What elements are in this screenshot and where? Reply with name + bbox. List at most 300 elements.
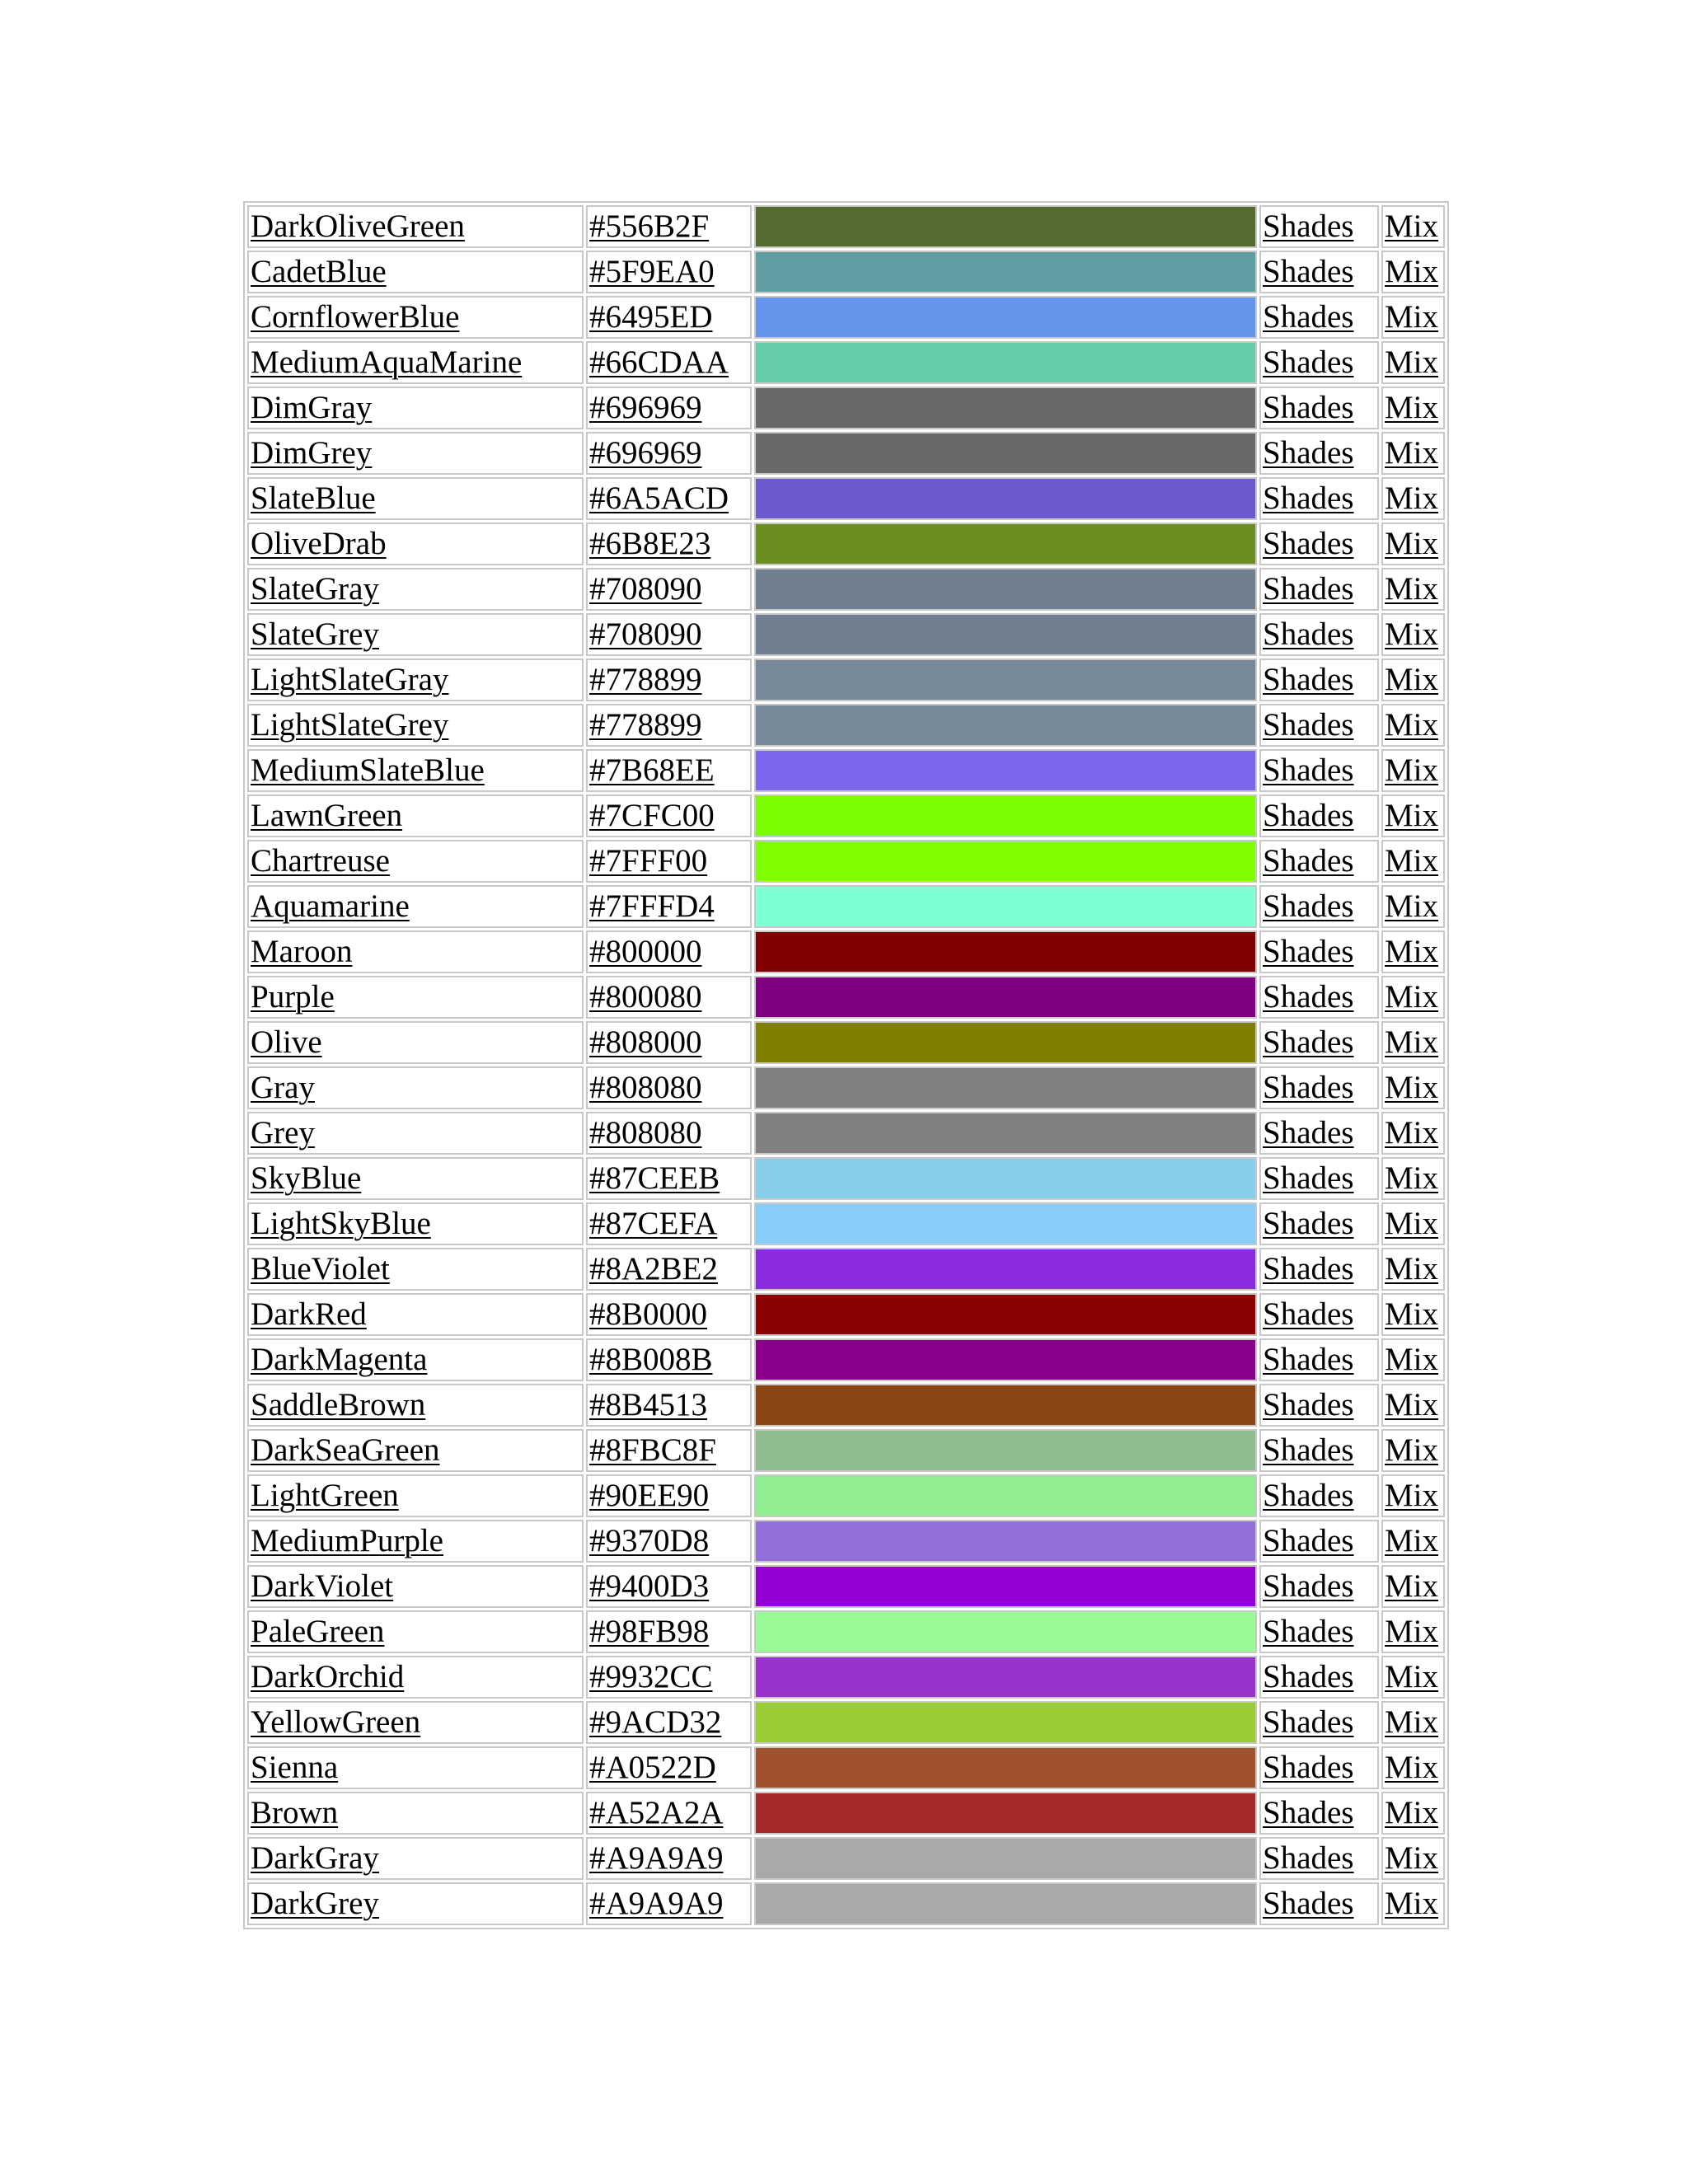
shades-link[interactable]: Shades (1263, 888, 1354, 924)
shades-link[interactable]: Shades (1263, 1024, 1354, 1060)
color-shades-cell (1259, 1474, 1379, 1517)
color-swatch (754, 749, 1257, 792)
mix-link[interactable]: Mix (1385, 571, 1439, 607)
color-row (247, 205, 1445, 248)
color-mix-cell (1381, 704, 1445, 747)
color-swatch (754, 523, 1257, 565)
color-name-link[interactable]: LawnGreen (251, 798, 403, 833)
color-name-cell (247, 840, 584, 883)
mix-link[interactable]: Mix (1385, 299, 1439, 335)
shades-link[interactable]: Shades (1263, 979, 1354, 1015)
color-name-link[interactable]: Aquamarine (251, 888, 410, 924)
mix-link[interactable]: Mix (1385, 1795, 1439, 1830)
color-swatch (754, 568, 1257, 611)
mix-link[interactable]: Mix (1385, 1568, 1439, 1604)
shades-link[interactable]: Shades (1263, 707, 1354, 743)
mix-link[interactable]: Mix (1385, 752, 1439, 788)
color-row (247, 704, 1445, 747)
color-hex-link[interactable]: #7FFFD4 (589, 888, 715, 924)
mix-link[interactable]: Mix (1385, 662, 1439, 697)
color-shades-cell (1259, 387, 1379, 429)
color-name-link[interactable]: DarkGray (251, 1840, 379, 1876)
color-hex-link[interactable]: #8A2BE2 (589, 1251, 718, 1286)
color-shades-cell (1259, 930, 1379, 973)
color-name-cell (247, 523, 584, 565)
shades-link[interactable]: Shades (1263, 390, 1354, 425)
shades-link[interactable]: Shades (1263, 616, 1354, 652)
color-name-link[interactable]: Olive (251, 1024, 322, 1060)
color-mix-cell (1381, 477, 1445, 520)
color-name-link[interactable]: LightGreen (251, 1478, 399, 1513)
color-swatch (754, 1338, 1257, 1381)
color-name-link[interactable]: SaddleBrown (251, 1387, 426, 1422)
color-swatch (754, 1384, 1257, 1427)
shades-link[interactable]: Shades (1263, 1206, 1354, 1241)
color-name-link[interactable]: DarkOrchid (251, 1659, 405, 1694)
color-name-link[interactable]: SkyBlue (251, 1160, 362, 1196)
color-swatch (754, 1021, 1257, 1064)
color-hex-link[interactable]: #7B68EE (589, 752, 715, 788)
color-hex-link[interactable]: #8B0000 (589, 1296, 708, 1332)
color-hex-link[interactable]: #A0522D (589, 1750, 716, 1785)
color-shades-cell (1259, 1520, 1379, 1563)
color-hex-cell (586, 341, 752, 384)
color-name-link[interactable]: DarkSeaGreen (251, 1432, 440, 1468)
color-mix-cell (1381, 1157, 1445, 1200)
color-name-cell (247, 1293, 584, 1336)
color-row (247, 749, 1445, 792)
color-row (247, 1429, 1445, 1472)
color-shades-cell (1259, 1656, 1379, 1699)
color-swatch (754, 1520, 1257, 1563)
color-name-link[interactable]: SlateBlue (251, 480, 376, 516)
color-hex-cell (586, 1474, 752, 1517)
color-name-cell (247, 794, 584, 837)
mix-link[interactable]: Mix (1385, 934, 1439, 969)
color-name-cell (247, 251, 584, 293)
color-name-link[interactable]: DimGray (251, 390, 373, 425)
color-hex-link[interactable]: #7FFF00 (589, 843, 708, 879)
color-name-cell (247, 1112, 584, 1155)
color-hex-link[interactable]: #708090 (589, 616, 702, 652)
color-row (247, 432, 1445, 475)
color-hex-cell (586, 885, 752, 928)
color-name-cell (247, 296, 584, 339)
color-mix-cell (1381, 1565, 1445, 1608)
color-name-link[interactable]: YellowGreen (251, 1704, 421, 1740)
mix-link[interactable]: Mix (1385, 1070, 1439, 1105)
color-row (247, 1112, 1445, 1155)
mix-link[interactable]: Mix (1385, 707, 1439, 743)
color-name-link[interactable]: DarkRed (251, 1296, 367, 1332)
color-shades-cell (1259, 568, 1379, 611)
shades-link[interactable]: Shades (1263, 843, 1354, 879)
color-mix-cell (1381, 432, 1445, 475)
shades-link[interactable]: Shades (1263, 662, 1354, 697)
color-mix-cell (1381, 568, 1445, 611)
color-name-cell (247, 1066, 584, 1109)
color-name-link[interactable]: Brown (251, 1795, 339, 1830)
color-hex-cell (586, 1701, 752, 1744)
color-row (247, 477, 1445, 520)
color-shades-cell (1259, 205, 1379, 248)
mix-link[interactable]: Mix (1385, 1387, 1439, 1422)
color-row (247, 387, 1445, 429)
mix-link[interactable]: Mix (1385, 979, 1439, 1015)
shades-link[interactable]: Shades (1263, 1342, 1354, 1377)
color-name-cell (247, 341, 584, 384)
color-mix-cell (1381, 1202, 1445, 1245)
color-swatch (754, 1112, 1257, 1155)
shades-link[interactable]: Shades (1263, 1704, 1354, 1740)
color-hex-link[interactable]: #6A5ACD (589, 480, 729, 516)
color-name-cell (247, 1610, 584, 1653)
mix-link[interactable]: Mix (1385, 209, 1439, 244)
color-mix-cell (1381, 1021, 1445, 1064)
shades-link[interactable]: Shades (1263, 1659, 1354, 1694)
mix-link[interactable]: Mix (1385, 1160, 1439, 1196)
color-row (247, 1021, 1445, 1064)
color-hex-link[interactable]: #808080 (589, 1070, 702, 1105)
color-name-link[interactable]: Grey (251, 1115, 315, 1151)
color-name-cell (247, 1384, 584, 1427)
color-hex-cell (586, 613, 752, 656)
color-hex-link[interactable]: #8B008B (589, 1342, 713, 1377)
color-swatch (754, 1429, 1257, 1472)
shades-link[interactable]: Shades (1263, 1478, 1354, 1513)
color-mix-cell (1381, 1474, 1445, 1517)
color-hex-link[interactable]: #90EE90 (589, 1478, 710, 1513)
color-swatch (754, 296, 1257, 339)
color-row (247, 840, 1445, 883)
color-mix-cell (1381, 341, 1445, 384)
color-shades-cell (1259, 794, 1379, 837)
color-hex-cell (586, 930, 752, 973)
color-name-cell (247, 658, 584, 701)
color-hex-cell (586, 1746, 752, 1789)
shades-link[interactable]: Shades (1263, 798, 1354, 833)
color-name-cell (247, 930, 584, 973)
shades-link[interactable]: Shades (1263, 1568, 1354, 1604)
color-hex-cell (586, 1656, 752, 1699)
mix-link[interactable]: Mix (1385, 344, 1439, 380)
color-name-link[interactable]: Chartreuse (251, 843, 390, 879)
shades-link[interactable]: Shades (1263, 435, 1354, 471)
color-swatch (754, 477, 1257, 520)
color-name-cell (247, 1792, 584, 1835)
mix-link[interactable]: Mix (1385, 526, 1439, 561)
mix-link[interactable]: Mix (1385, 1024, 1439, 1060)
color-swatch (754, 1293, 1257, 1336)
mix-link[interactable]: Mix (1385, 1251, 1439, 1286)
color-shades-cell (1259, 341, 1379, 384)
color-hex-cell (586, 251, 752, 293)
shades-link[interactable]: Shades (1263, 571, 1354, 607)
color-name-link[interactable]: Sienna (251, 1750, 339, 1785)
mix-link[interactable]: Mix (1385, 254, 1439, 289)
shades-link[interactable]: Shades (1263, 1432, 1354, 1468)
color-swatch (754, 794, 1257, 837)
color-mix-cell (1381, 296, 1445, 339)
color-swatch (754, 387, 1257, 429)
color-name-link[interactable]: CadetBlue (251, 254, 387, 289)
color-shades-cell (1259, 1202, 1379, 1245)
color-hex-cell (586, 1293, 752, 1336)
color-name-link[interactable]: DarkGrey (251, 1886, 379, 1921)
mix-link[interactable]: Mix (1385, 1659, 1439, 1694)
color-mix-cell (1381, 1701, 1445, 1744)
mix-link[interactable]: Mix (1385, 1886, 1439, 1921)
color-shades-cell (1259, 1293, 1379, 1336)
shades-link[interactable]: Shades (1263, 1251, 1354, 1286)
color-hex-cell (586, 296, 752, 339)
color-row (247, 1520, 1445, 1563)
shades-link[interactable]: Shades (1263, 1296, 1354, 1332)
color-row (247, 523, 1445, 565)
color-name-cell (247, 387, 584, 429)
color-hex-cell (586, 1520, 752, 1563)
shades-link[interactable]: Shades (1263, 1160, 1354, 1196)
color-name-cell (247, 976, 584, 1019)
color-name-link[interactable]: MediumPurple (251, 1523, 443, 1558)
shades-link[interactable]: Shades (1263, 1886, 1354, 1921)
color-shades-cell (1259, 296, 1379, 339)
color-hex-cell (586, 840, 752, 883)
color-hex-link[interactable]: #708090 (589, 571, 702, 607)
color-hex-cell (586, 387, 752, 429)
color-name-link[interactable]: LightSkyBlue (251, 1206, 431, 1241)
color-row (247, 885, 1445, 928)
color-row (247, 296, 1445, 339)
color-row (247, 1202, 1445, 1245)
color-name-cell (247, 205, 584, 248)
color-name-link[interactable]: MediumSlateBlue (251, 752, 485, 788)
shades-link[interactable]: Shades (1263, 254, 1354, 289)
color-hex-link[interactable]: #6B8E23 (589, 526, 711, 561)
color-hex-cell (586, 1565, 752, 1608)
color-hex-cell (586, 1610, 752, 1653)
color-hex-cell (586, 749, 752, 792)
color-shades-cell (1259, 885, 1379, 928)
color-name-link[interactable]: DimGrey (251, 435, 373, 471)
color-swatch (754, 658, 1257, 701)
color-swatch (754, 704, 1257, 747)
color-name-cell (247, 1746, 584, 1789)
color-row (247, 1837, 1445, 1880)
color-row (247, 341, 1445, 384)
color-hex-link[interactable]: #696969 (589, 435, 702, 471)
mix-link[interactable]: Mix (1385, 1704, 1439, 1740)
color-row (247, 1384, 1445, 1427)
color-row (247, 1066, 1445, 1109)
color-shades-cell (1259, 1066, 1379, 1109)
color-row (247, 1474, 1445, 1517)
color-name-link[interactable]: SlateGray (251, 571, 379, 607)
color-hex-link[interactable]: #556B2F (589, 209, 710, 244)
color-name-link[interactable]: MediumAquaMarine (251, 344, 523, 380)
color-name-link[interactable]: Purple (251, 979, 335, 1015)
color-swatch (754, 1792, 1257, 1835)
color-mix-cell (1381, 840, 1445, 883)
color-mix-cell (1381, 1429, 1445, 1472)
color-hex-cell (586, 794, 752, 837)
mix-link[interactable]: Mix (1385, 616, 1439, 652)
color-swatch (754, 1837, 1257, 1880)
color-name-link[interactable]: CornflowerBlue (251, 299, 460, 335)
color-hex-cell (586, 1837, 752, 1880)
color-hex-cell (586, 976, 752, 1019)
color-mix-cell (1381, 1882, 1445, 1925)
color-hex-link[interactable]: #9ACD32 (589, 1704, 722, 1740)
color-hex-link[interactable]: #9400D3 (589, 1568, 710, 1604)
shades-link[interactable]: Shades (1263, 1387, 1354, 1422)
color-name-link[interactable]: BlueViolet (251, 1251, 390, 1286)
color-shades-cell (1259, 432, 1379, 475)
color-name-link[interactable]: DarkViolet (251, 1568, 394, 1604)
color-swatch (754, 930, 1257, 973)
shades-link[interactable]: Shades (1263, 480, 1354, 516)
color-name-link[interactable]: DarkMagenta (251, 1342, 428, 1377)
shades-link[interactable]: Shades (1263, 526, 1354, 561)
color-hex-link[interactable]: #A9A9A9 (589, 1840, 724, 1876)
color-hex-cell (586, 568, 752, 611)
color-hex-link[interactable]: #8FBC8F (589, 1432, 716, 1468)
color-hex-link[interactable]: #800080 (589, 979, 702, 1015)
shades-link[interactable]: Shades (1263, 1614, 1354, 1649)
color-hex-cell (586, 1384, 752, 1427)
color-hex-link[interactable]: #808000 (589, 1024, 702, 1060)
mix-link[interactable]: Mix (1385, 798, 1439, 833)
color-hex-link[interactable]: #98FB98 (589, 1614, 710, 1649)
color-hex-link[interactable]: #9932CC (589, 1659, 713, 1694)
color-swatch (754, 613, 1257, 656)
mix-link[interactable]: Mix (1385, 480, 1439, 516)
color-hex-link[interactable]: #800000 (589, 934, 702, 969)
color-shades-cell (1259, 658, 1379, 701)
color-swatch (754, 1565, 1257, 1608)
mix-link[interactable]: Mix (1385, 1614, 1439, 1649)
color-hex-link[interactable]: #9370D8 (589, 1523, 710, 1558)
color-name-link[interactable]: Maroon (251, 934, 353, 969)
shades-link[interactable]: Shades (1263, 1523, 1354, 1558)
color-name-cell (247, 1474, 584, 1517)
color-name-link[interactable]: LightSlateGray (251, 662, 449, 697)
color-hex-link[interactable]: #A52A2A (589, 1795, 724, 1830)
mix-link[interactable]: Mix (1385, 1478, 1439, 1513)
color-hex-link[interactable]: #696969 (589, 390, 702, 425)
shades-link[interactable]: Shades (1263, 344, 1354, 380)
color-row (247, 794, 1445, 837)
color-swatch (754, 1248, 1257, 1291)
color-hex-link[interactable]: #66CDAA (589, 344, 729, 380)
shades-link[interactable]: Shades (1263, 1115, 1354, 1151)
color-row (247, 1746, 1445, 1789)
shades-link[interactable]: Shades (1263, 1795, 1354, 1830)
color-hex-link[interactable]: #87CEFA (589, 1206, 718, 1241)
mix-link[interactable]: Mix (1385, 1840, 1439, 1876)
mix-link[interactable]: Mix (1385, 1342, 1439, 1377)
color-hex-link[interactable]: #87CEEB (589, 1160, 720, 1196)
color-name-cell (247, 1202, 584, 1245)
color-row (247, 1338, 1445, 1381)
mix-link[interactable]: Mix (1385, 1296, 1439, 1332)
color-hex-cell (586, 1882, 752, 1925)
color-name-cell (247, 1701, 584, 1744)
mix-link[interactable]: Mix (1385, 843, 1439, 879)
color-mix-cell (1381, 1746, 1445, 1789)
color-mix-cell (1381, 1338, 1445, 1381)
shades-link[interactable]: Shades (1263, 1750, 1354, 1785)
color-shades-cell (1259, 1384, 1379, 1427)
shades-link[interactable]: Shades (1263, 1840, 1354, 1876)
color-swatch (754, 1202, 1257, 1245)
color-name-link[interactable]: SlateGrey (251, 616, 379, 652)
color-mix-cell (1381, 387, 1445, 429)
color-swatch (754, 1746, 1257, 1789)
color-hex-link[interactable]: #778899 (589, 662, 702, 697)
mix-link[interactable]: Mix (1385, 1206, 1439, 1241)
color-hex-link[interactable]: #808080 (589, 1115, 702, 1151)
color-hex-cell (586, 658, 752, 701)
shades-link[interactable]: Shades (1263, 209, 1354, 244)
color-mix-cell (1381, 658, 1445, 701)
color-hex-cell (586, 205, 752, 248)
color-shades-cell (1259, 1565, 1379, 1608)
color-hex-link[interactable]: #8B4513 (589, 1387, 708, 1422)
shades-link[interactable]: Shades (1263, 299, 1354, 335)
color-hex-link[interactable]: #A9A9A9 (589, 1886, 724, 1921)
color-hex-link[interactable]: #778899 (589, 707, 702, 743)
color-mix-cell (1381, 1066, 1445, 1109)
mix-link[interactable]: Mix (1385, 1432, 1439, 1468)
color-shades-cell (1259, 1157, 1379, 1200)
color-hex-cell (586, 1338, 752, 1381)
color-shades-cell (1259, 1248, 1379, 1291)
color-swatch (754, 1157, 1257, 1200)
color-row (247, 1293, 1445, 1336)
color-name-link[interactable]: LightSlateGrey (251, 707, 449, 743)
color-name-link[interactable]: DarkOliveGreen (251, 209, 465, 244)
mix-link[interactable]: Mix (1385, 1523, 1439, 1558)
color-name-cell (247, 1157, 584, 1200)
color-hex-link[interactable]: #7CFC00 (589, 798, 715, 833)
color-shades-cell (1259, 1112, 1379, 1155)
color-mix-cell (1381, 1293, 1445, 1336)
shades-link[interactable]: Shades (1263, 1070, 1354, 1105)
mix-link[interactable]: Mix (1385, 435, 1439, 471)
color-swatch (754, 1474, 1257, 1517)
color-name-cell (247, 1429, 584, 1472)
color-hex-cell (586, 432, 752, 475)
mix-link[interactable]: Mix (1385, 1750, 1439, 1785)
mix-link[interactable]: Mix (1385, 1115, 1439, 1151)
shades-link[interactable]: Shades (1263, 934, 1354, 969)
color-hex-cell (586, 1248, 752, 1291)
color-name-link[interactable]: OliveDrab (251, 526, 387, 561)
color-name-link[interactable]: Gray (251, 1070, 315, 1105)
color-row (247, 930, 1445, 973)
shades-link[interactable]: Shades (1263, 752, 1354, 788)
mix-link[interactable]: Mix (1385, 888, 1439, 924)
mix-link[interactable]: Mix (1385, 390, 1439, 425)
color-name-link[interactable]: PaleGreen (251, 1614, 385, 1649)
color-hex-link[interactable]: #6495ED (589, 299, 713, 335)
color-hex-link[interactable]: #5F9EA0 (589, 254, 715, 289)
color-name-cell (247, 1837, 584, 1880)
color-row (247, 976, 1445, 1019)
color-mix-cell (1381, 523, 1445, 565)
color-name-cell (247, 477, 584, 520)
